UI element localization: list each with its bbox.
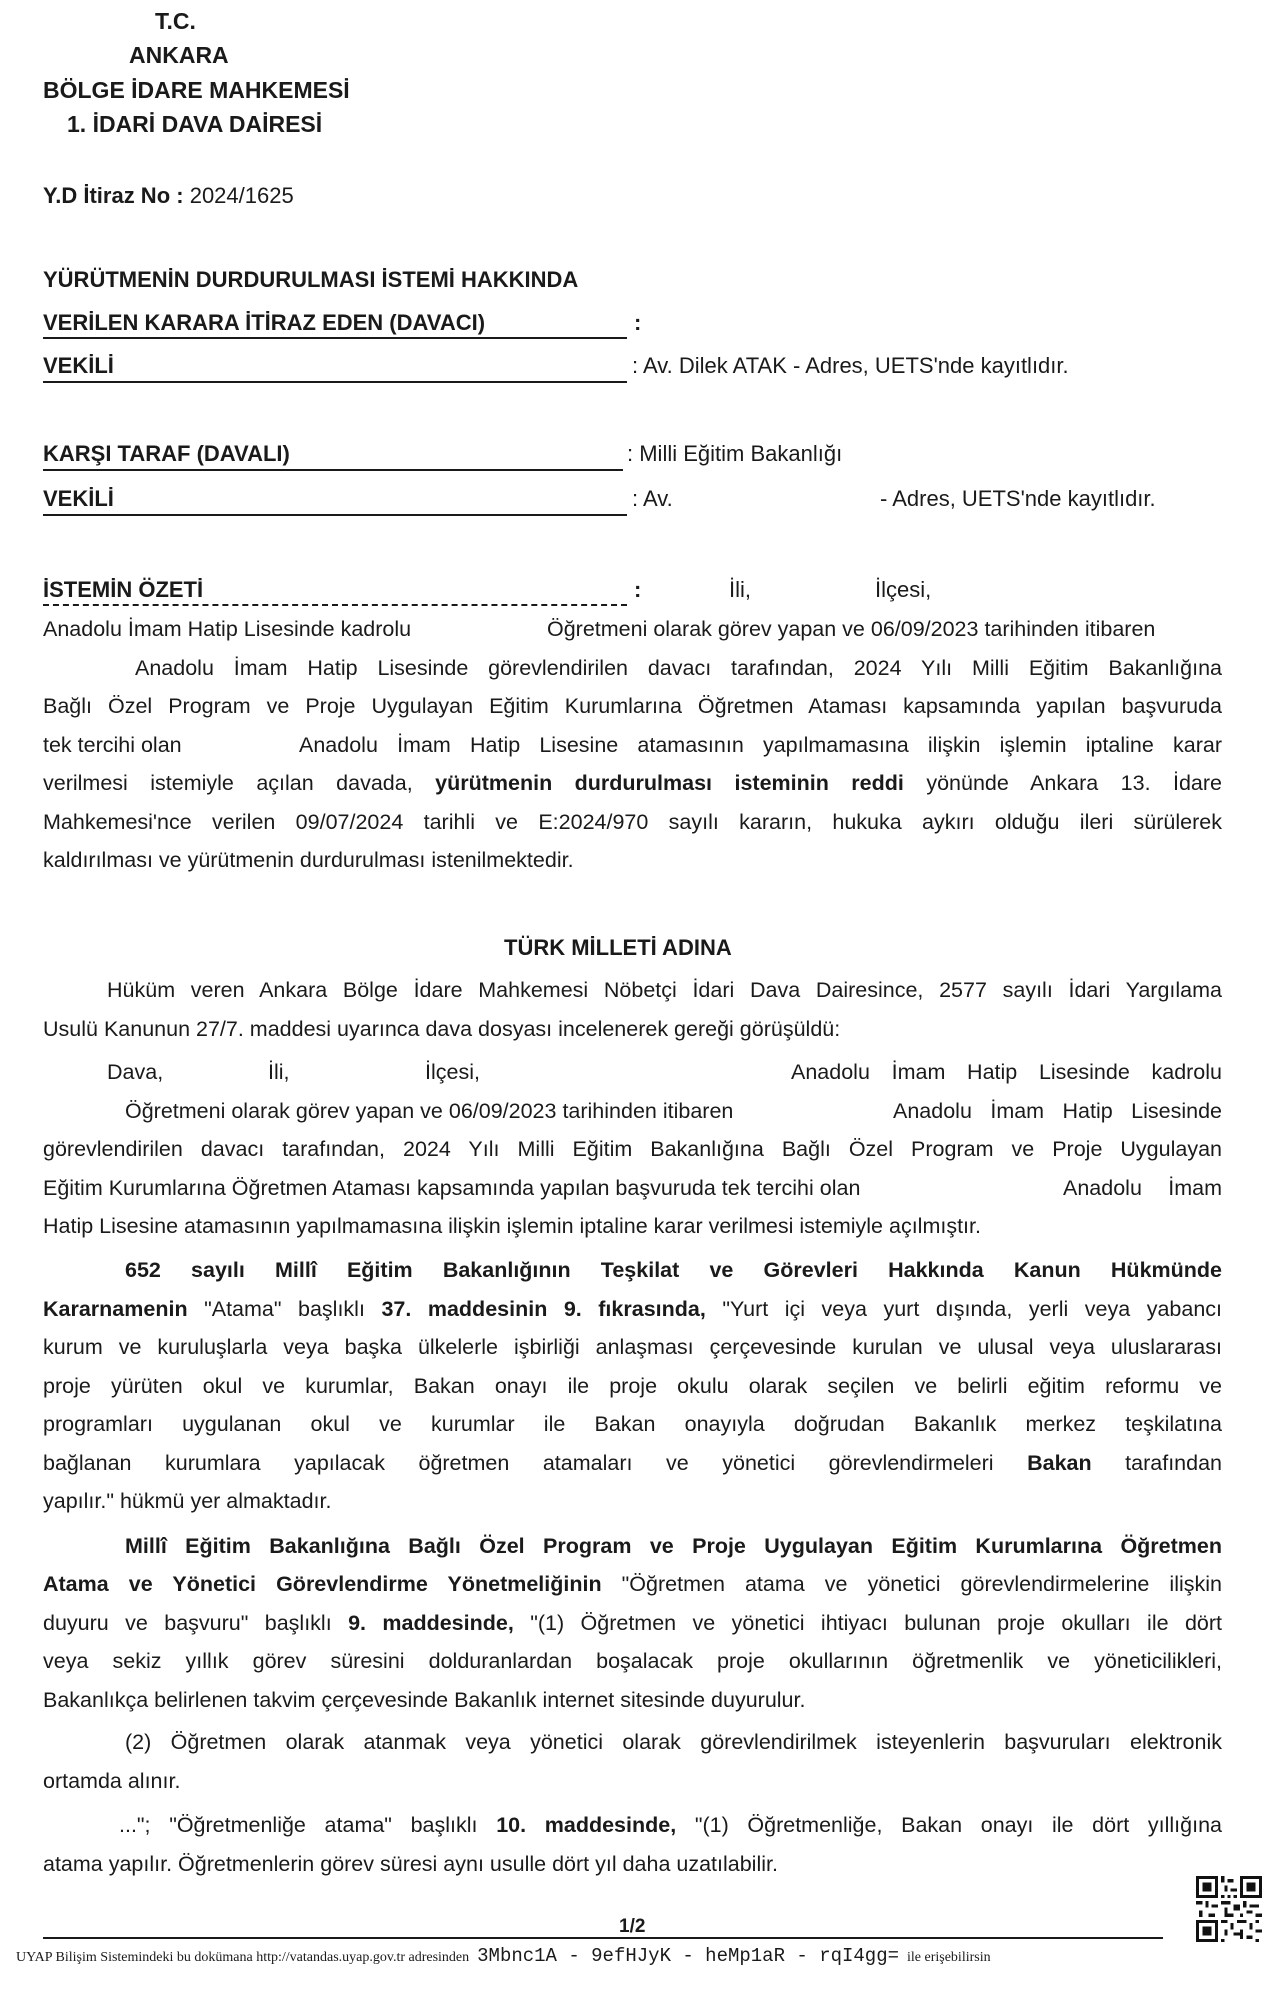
summary-line-4a: tek tercihi olan xyxy=(43,733,182,757)
decision-intro-2: Usulü Kanunun 27/7. maddesi uyarınca dava dosyası incelenerek gereği görüşüldü: xyxy=(43,1017,841,1041)
para3-line-1: ..."; "Öğretmenliğe atama" başlıklı 10. maddesinde, "(1) Öğretmenliğe, Bakan onayı ile dört yıllığına xyxy=(119,1813,1222,1837)
summary-line-1a: Anadolu İmam Hatip Lisesinde kadrolu xyxy=(43,617,412,641)
dava-line-5: Hatip Lisesine atamasının yapılmamasına ilişkin işlemin iptaline karar verilmesi istemiyle açılmıştır. xyxy=(43,1214,981,1238)
header-chamber: 1. İDARİ DAVA DAİRESİ xyxy=(67,111,323,137)
dava-line-3: görevlendirilen davacı tarafından, 2024 Yılı Milli Eğitim Bakanlığına Bağlı Özel Program ve Proje Uygulayan xyxy=(43,1137,1222,1161)
summary-ilcesi: İlçesi, xyxy=(875,577,932,602)
footer-prefix: UYAP Bilişim Sistemindeki bu dokümana http://vatandas.uyap.gov.tr adresinden xyxy=(16,1950,470,1965)
dava-ili: İli, xyxy=(268,1060,290,1084)
defendant-underline xyxy=(43,469,623,471)
para3-line-2: atama yapılır. Öğretmenlerin görev süresi aynı usulle dört yıl daha uzatılabilir. xyxy=(43,1852,778,1876)
law652-line-1: 652 sayılı Millî Eğitim Bakanlığının Teşkilat ve Görevleri Hakkında Kanun Hükmünde xyxy=(125,1258,1222,1282)
defendant-counsel-underline xyxy=(43,514,627,516)
defendant-counsel-label: VEKİLİ xyxy=(43,486,114,511)
defendant-label: KARŞI TARAF (DAVALI) xyxy=(43,441,290,466)
law652-line-4: proje yürüten okul ve kurumlar, Bakan onayı ile proje okulu olarak seçilen ve belirli eğitim reformu ve xyxy=(43,1374,1222,1398)
law652-line-7: yapılır." hükmü yer almaktadır. xyxy=(43,1489,332,1513)
regulation-line-5: Bakanlıkça belirlenen takvim çerçevesinde Bakanlık internet sitesinde duyurulur. xyxy=(43,1688,806,1712)
footer xyxy=(16,1945,991,1967)
dava-line-2a: Öğretmeni olarak görev yapan ve 06/09/2023 tarihinden itibaren xyxy=(125,1099,734,1123)
footer-code: 3Mbnc1A - 9efHJyK - heMp1aR - rqI4gg= xyxy=(477,1945,900,1967)
para2-line-2: ortamda alınır. xyxy=(43,1769,181,1793)
law652-line-2: Kararnamenin "Atama" başlıklı 37. maddesinin 9. fıkrasında, "Yurt içi veya yurt dışında, yerli veya yabancı xyxy=(43,1297,1222,1321)
appellant-underline xyxy=(43,337,627,339)
appellant-counsel-underline xyxy=(43,381,627,383)
header-court: BÖLGE İDARE MAHKEMESİ xyxy=(43,77,350,103)
defendant-counsel-value-b: - Adres, UETS'nde kayıtlıdır. xyxy=(880,486,1156,511)
summary-line-3: Bağlı Özel Program ve Proje Uygulayan Eğitim Kurumlarına Öğretmen Ataması kapsamında yapılan başvuruda xyxy=(43,694,1222,718)
law652-line-5: programları uygulanan okul ve kurumlar ile Bakan onayıyla doğrudan Bakanlık merkez teşkilatına xyxy=(43,1412,1222,1436)
case-number-line xyxy=(43,183,294,209)
footer-suffix: ile erişebilirsin xyxy=(907,1950,991,1965)
law652-line-6: bağlanan kurumlara yapılacak öğretmen atamaları ve yönetici görevlendirmeleri Bakan tarafından xyxy=(43,1451,1223,1475)
regulation-line-3: duyuru ve başvuru" başlıklı 9. maddesinde, "(1) Öğretmen ve yönetici ihtiyacı bulunan proje okulları ile dört xyxy=(43,1611,1222,1635)
summary-line-4b: Anadolu İmam Hatip Lisesine atamasının yapılmamasına ilişkin işlemin iptaline karar xyxy=(299,733,1222,757)
regulation-line-4: veya sekiz yıllık görev süresini dolduranlardan boşalacak proje okullarının öğretmenlik ve yöneticilikleri, xyxy=(43,1649,1222,1673)
appellant-counsel-value: : Av. Dilek ATAK - Adres, UETS'nde kayıtlıdır. xyxy=(632,353,1069,378)
dava-line-4b: Anadolu İmam xyxy=(1063,1176,1222,1200)
document-title: YÜRÜTMENİN DURDURULMASI İSTEMİ HAKKINDA xyxy=(43,267,579,292)
summary-line-6: Mahkemesi'nce verilen 09/07/2024 tarihli ve E:2024/970 sayılı kararın, hukuka aykırı olduğu ileri sürülerek xyxy=(43,810,1222,834)
defendant-counsel-value-a: : Av. xyxy=(632,486,673,511)
summary-line-1b: Öğretmeni olarak görev yapan ve 06/09/2023 tarihinden itibaren xyxy=(547,617,1156,641)
summary-colon: : xyxy=(634,577,642,602)
dava-line-2b: Anadolu İmam Hatip Lisesinde xyxy=(893,1099,1222,1123)
appellant-label: VERİLEN KARARA İTİRAZ EDEN (DAVACI) xyxy=(43,310,486,335)
qr-code xyxy=(1196,1876,1262,1942)
regulation-line-2: Atama ve Yönetici Görevlendirme Yönetmeliğinin "Öğretmen atama ve yönetici görevlendirmelerine ilişkin xyxy=(43,1572,1223,1596)
regulation-line-1: Millî Eğitim Bakanlığına Bağlı Özel Program ve Proje Uygulayan Eğitim Kurumlarına Öğretmen xyxy=(125,1534,1222,1558)
dava-line-4a: Eğitim Kurumlarına Öğretmen Ataması kapsamında yapılan başvuruda tek tercihi olan xyxy=(43,1176,861,1200)
dava-ilcesi: İlçesi, xyxy=(425,1060,480,1084)
defendant-value: : Milli Eğitim Bakanlığı xyxy=(627,441,843,466)
summary-emphasis: yürütmenin durdurulması isteminin reddi xyxy=(435,771,904,795)
summary-line-5: verilmesi istemiyle açılan davada, yürütmenin durdurulması isteminin reddi yönünde Ankara 13. İdare xyxy=(43,771,1222,795)
header-city: ANKARA xyxy=(129,42,229,68)
footer-rule xyxy=(43,1937,1163,1939)
para2-line-1: (2) Öğretmen olarak atanmak veya yönetici olarak görevlendirilmek isteyenlerin başvuruları elektronik xyxy=(125,1730,1222,1754)
summary-line-7: kaldırılması ve yürütmenin durdurulması istenilmektedir. xyxy=(43,848,574,872)
nation-heading: TÜRK MİLLETİ ADINA xyxy=(504,935,732,960)
decision-intro-1: Hüküm veren Ankara Bölge İdare Mahkemesi Nöbetçi İdari Dava Dairesince, 2577 sayılı İdari Yargılama xyxy=(107,978,1222,1002)
page-number: 1/2 xyxy=(619,1916,646,1937)
summary-label: İSTEMİN ÖZETİ xyxy=(43,577,204,602)
summary-line-2: Anadolu İmam Hatip Lisesinde görevlendirilen davacı tarafından, 2024 Yılı Milli Eğitim Bakanlığına xyxy=(135,656,1222,680)
case-number-value: 2024/1625 xyxy=(189,183,294,208)
header-tc: T.C. xyxy=(155,8,196,34)
appellant-value: : xyxy=(634,310,642,335)
appellant-counsel-label: VEKİLİ xyxy=(43,353,114,378)
summary-ili: İli, xyxy=(729,577,751,602)
dava-word: Dava, xyxy=(107,1060,164,1084)
law652-line-3: kurum ve kuruluşlarla veya başka ülkelerle işbirliği anlaşması çerçevesinde kurulan ve ulusal veya uluslararası xyxy=(43,1335,1222,1359)
dava-school: Anadolu İmam Hatip Lisesinde kadrolu xyxy=(791,1060,1222,1084)
summary-underline xyxy=(43,604,627,606)
case-number-label: Y.D İtiraz No : xyxy=(43,183,184,208)
